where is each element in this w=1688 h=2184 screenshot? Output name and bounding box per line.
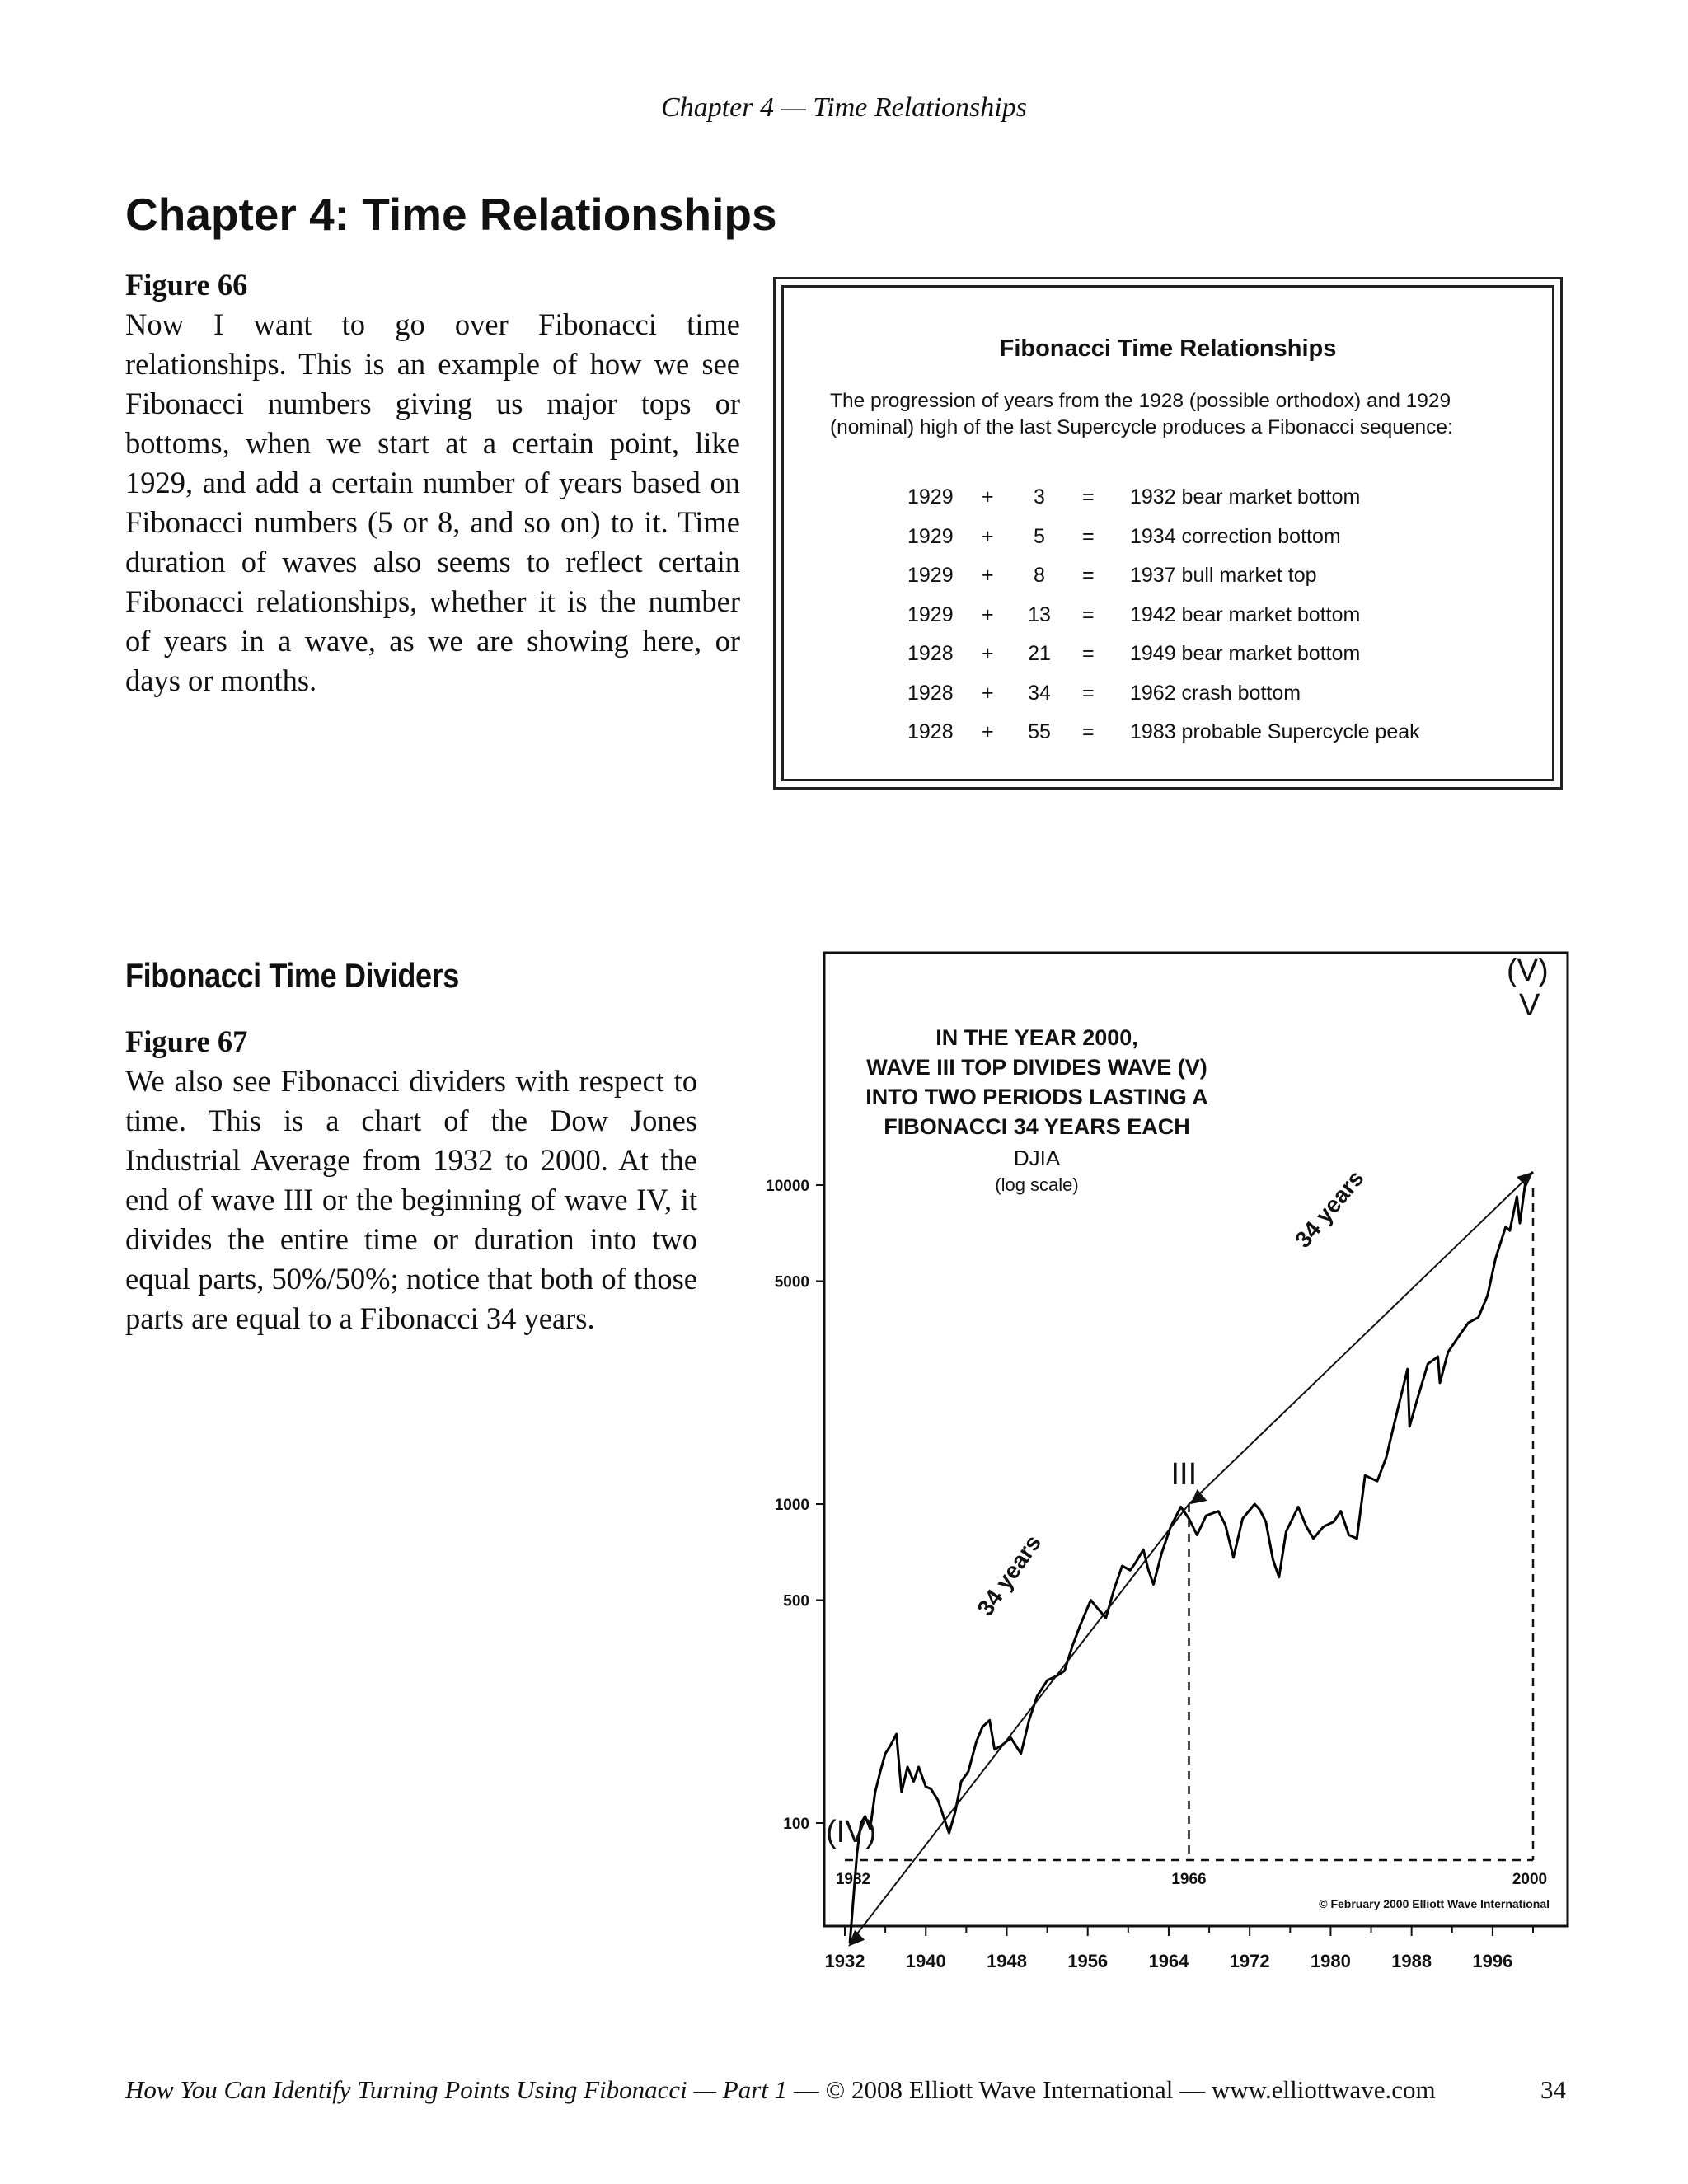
figure-66-caption xyxy=(125,265,740,701)
chart-scale-note: (log scale) xyxy=(995,1174,1079,1195)
span-label-1: 34 years xyxy=(972,1530,1047,1621)
x-tick-label: 1996 xyxy=(1472,1951,1513,1971)
y-tick-label: 1000 xyxy=(774,1497,809,1514)
chart-subtitle: DJIA xyxy=(1013,1146,1061,1170)
row-equals: = xyxy=(1082,720,1095,743)
row-number: 5 xyxy=(1034,524,1045,548)
footer-title: How You Can Identify Turning Points Using Fibonacci — Part 1 xyxy=(125,2075,788,2104)
chart-title-line: IN THE YEAR 2000, xyxy=(935,1025,1138,1050)
row-plus: + xyxy=(982,485,994,509)
row-plus: + xyxy=(982,602,994,626)
row-plus: + xyxy=(982,564,994,587)
figure-66-label: Figure 66 xyxy=(125,268,248,302)
x-tick-label: 1956 xyxy=(1067,1951,1109,1971)
chart-title-line: WAVE III TOP DIVIDES WAVE (V) xyxy=(866,1055,1207,1080)
y-tick-label: 100 xyxy=(783,1816,809,1833)
fibonacci-table-title: Fibonacci Time Relationships xyxy=(999,335,1337,362)
x-tick-label: 1948 xyxy=(986,1951,1027,1971)
row-year: 1928 xyxy=(907,642,954,665)
figure-67-text: We also see Fibonacci dividers with respect to time. This is a chart of the Dow Jones Industrial Average from 1932 to 2000. At the end of wave III or the beginning of wave IV, it divides the entire time or duration into two equal parts, 50%/50%; notice that both of those parts are equal to a Fibonacci 34 years. xyxy=(125,1064,697,1335)
row-year: 1928 xyxy=(907,681,954,705)
row-equals: = xyxy=(1082,681,1095,705)
divider-year-label: 1966 xyxy=(1171,1871,1207,1888)
span-label-2: 34 years xyxy=(1289,1165,1369,1253)
x-tick-label: 1964 xyxy=(1148,1951,1189,1971)
djia-chart xyxy=(725,940,1574,1986)
section-title: Fibonacci Time Dividers xyxy=(125,956,459,995)
figure-67-caption xyxy=(125,1022,697,1338)
row-result: 1937 bull market top xyxy=(1130,564,1317,587)
row-number: 34 xyxy=(1028,681,1051,705)
row-result: 1962 crash bottom xyxy=(1130,681,1301,705)
row-plus: + xyxy=(982,681,994,705)
fibonacci-table-inner-border xyxy=(781,285,1554,781)
fibonacci-time-table xyxy=(773,277,1563,790)
x-tick-label: 1940 xyxy=(905,1951,946,1971)
wave-label-iv: (IV) xyxy=(826,1815,877,1849)
row-number: 8 xyxy=(1034,564,1045,587)
row-year: 1929 xyxy=(907,602,954,626)
wave-label-v-inner: V xyxy=(1519,988,1540,1023)
row-result: 1942 bear market bottom xyxy=(1130,602,1361,626)
running-head: Chapter 4 — Time Relationships xyxy=(661,92,1027,123)
row-equals: = xyxy=(1082,485,1095,509)
row-result: 1932 bear market bottom xyxy=(1130,485,1361,509)
row-year: 1928 xyxy=(907,720,954,743)
row-result: 1949 bear market bottom xyxy=(1130,642,1361,665)
row-equals: = xyxy=(1082,564,1095,587)
footer-copyright: — © 2008 Elliott Wave International — www.elliottwave.com xyxy=(793,2075,1436,2104)
row-plus: + xyxy=(982,720,994,743)
x-tick-label: 1972 xyxy=(1229,1951,1270,1971)
y-tick-label: 500 xyxy=(783,1592,809,1610)
row-year: 1929 xyxy=(907,564,954,587)
span-line-2 xyxy=(1189,1172,1534,1504)
fibonacci-table-row xyxy=(784,720,1552,760)
row-equals: = xyxy=(1082,642,1095,665)
figure-67-label: Figure 67 xyxy=(125,1024,248,1058)
row-number: 55 xyxy=(1028,720,1051,743)
fibonacci-table-row xyxy=(784,642,1552,682)
chart-copyright: © February 2000 Elliott Wave International xyxy=(1319,1897,1550,1910)
chart-title-line: INTO TWO PERIODS LASTING A xyxy=(865,1085,1208,1109)
chart-title-line: FIBONACCI 34 YEARS EACH xyxy=(884,1114,1190,1139)
row-number: 13 xyxy=(1028,602,1051,626)
figure-66-text: Now I want to go over Fibonacci time relationships. This is an example of how we see Fibonacci numbers giving us major tops or bottoms, when we start at a certain point, like 1929, and add a certain number of years based on Fibonacci numbers (5 or 8, and so on) to it. Time duration of waves also seems to reflect certain Fibonacci relationships, whether it is the number of years in a wave, as we are showing here, or days or months. xyxy=(125,307,740,697)
row-plus: + xyxy=(982,642,994,665)
fibonacci-table-row xyxy=(784,525,1552,565)
djia-line xyxy=(850,1172,1533,1943)
row-result: 1983 probable Supercycle peak xyxy=(1130,720,1420,743)
y-tick-label: 5000 xyxy=(774,1273,809,1291)
x-tick-label: 1932 xyxy=(824,1951,865,1971)
fibonacci-table-rows xyxy=(784,485,1552,760)
wave-label-v-outer: (V) xyxy=(1507,954,1549,988)
wave-label-iii: III xyxy=(1170,1457,1198,1492)
fibonacci-table-intro: The progression of years from the 1928 (possible orthodox) and 1929 (nominal) high of the last Supercycle produces a Fibonacci sequence: xyxy=(830,390,1453,438)
divider-year-label: 1932 xyxy=(835,1871,871,1888)
row-result: 1934 correction bottom xyxy=(1130,524,1341,548)
page-number: 34 xyxy=(1540,2075,1566,2104)
row-year: 1929 xyxy=(907,524,954,548)
row-year: 1929 xyxy=(907,485,954,509)
page-footer xyxy=(125,2075,1566,2105)
row-plus: + xyxy=(982,524,994,548)
fibonacci-table-row xyxy=(784,682,1552,721)
row-number: 21 xyxy=(1028,642,1051,665)
y-tick-label: 10000 xyxy=(766,1178,809,1195)
x-tick-label: 1980 xyxy=(1310,1951,1351,1971)
fibonacci-table-row xyxy=(784,603,1552,643)
fibonacci-table-row xyxy=(784,485,1552,525)
divider-year-label: 2000 xyxy=(1512,1871,1548,1888)
chapter-title: Chapter 4: Time Relationships xyxy=(125,189,777,240)
row-number: 3 xyxy=(1034,485,1045,509)
row-equals: = xyxy=(1082,602,1095,626)
fibonacci-table-row xyxy=(784,564,1552,603)
row-equals: = xyxy=(1082,524,1095,548)
x-tick-label: 1988 xyxy=(1391,1951,1432,1971)
